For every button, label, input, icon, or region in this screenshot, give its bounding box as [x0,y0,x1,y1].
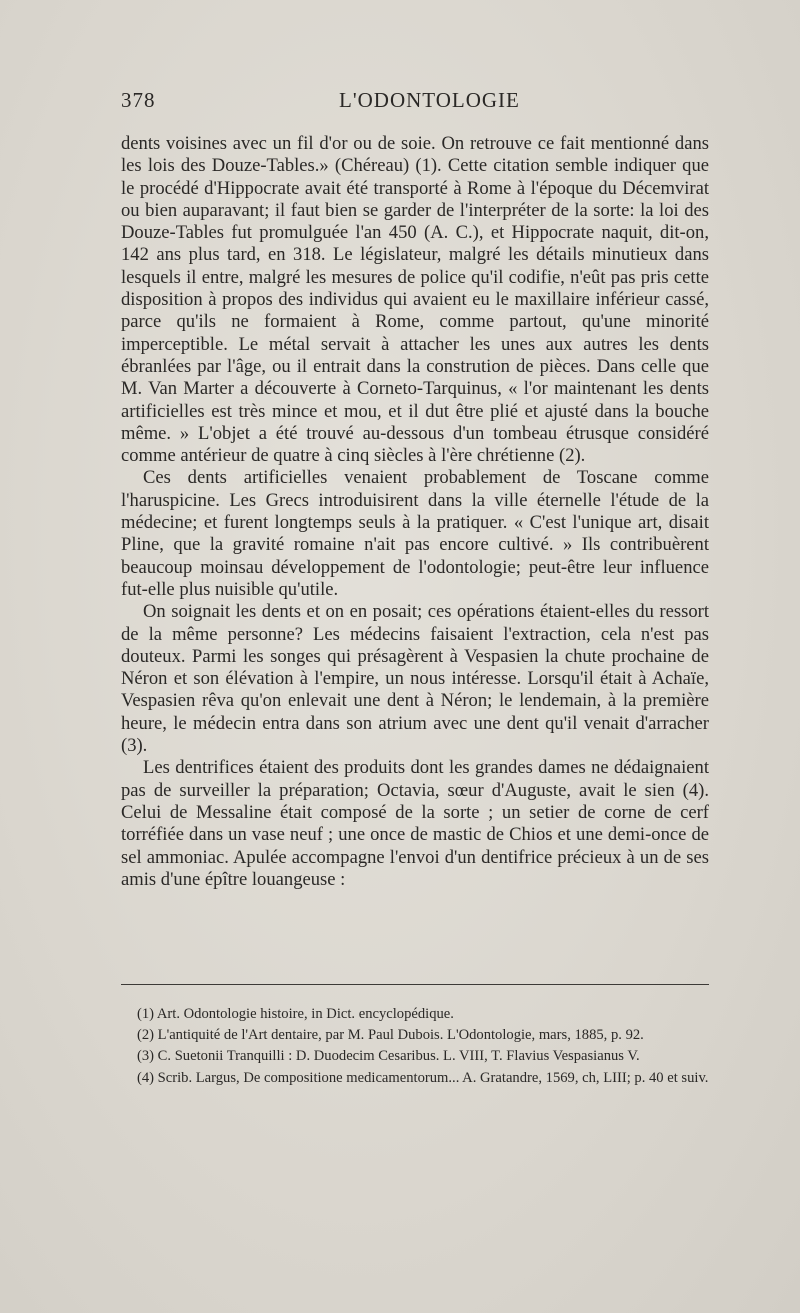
paragraph: dents voisines avec un fil d'or ou de soie. On retrouve ce fait mentionné dans les lois des Douze-Tables.» (Chéreau) (1). Cette citation semble indiquer que le procédé d'Hippocrate avait été transporté à Rome à l'époque du Décemvirat ou bien auparavant; il faut bien se garder de l'interpréter de la sorte: la loi des Douze-Tables fut promulguée l'an 450 (A. C.), et Hippocrate naquit, dit-on, 142 ans plus tard, en 318. Le législateur, malgré les détails minutieux dans lesquels il entre, malgré les mesures de police qu'il codifie, n'eût pas pris cette disposition à propos des individus qui avaient eu le maxillaire inférieur cassé, parce qu'ils ne formaient à Rome, comme partout, qu'une minorité imperceptible. Le métal servait à attacher les unes aux autres les dents ébranlées par l'âge, ou il entrait dans la constrution de pièces. Dans celle que M. Van Marter a découverte à Corneto-Tarquinus, « l'or maintenant les dents artificielles est très mince et mou, et il dut être plié et ajusté dans la bouche même. » L'objet a été trouvé au-dessous d'un tombeau étrusque considéré comme antérieur de quatre à cinq siècles à l'ère chrétienne (2). [121,133,709,467]
footnotes [121,1006,709,1091]
paragraph: Ces dents artificielles venaient probablement de Toscane comme l'haruspicine. Les Grecs introduisirent dans la ville éternelle l'étude de la médecine; et furent longtemps seuls à la pratiquer. « C'est l'unique art, disait Pline, que la gravité romaine n'ait pas encore cultivé. » Ils contribuèrent beaucoup moinsau développement de l'odontologie; peut-être leur influence fut-elle plus nuisible qu'utile. [121,467,709,600]
footnote: (2) L'antiquité de l'Art dentaire, par M. Paul Dubois. L'Odontologie, mars, 1885, p. 92. [137,1027,644,1044]
page-number: 378 [121,88,156,112]
body-text [121,133,709,891]
footnote: (3) C. Suetonii Tranquilli : D. Duodecim Cesaribus. L. VIII, T. Flavius Vespasianus V. [137,1048,640,1065]
paragraph: Les dentrifices étaient des produits dont les grandes dames ne dédaignaient pas de surveiller la préparation; Octavia, sœur d'Auguste, avait le sien (4). Celui de Messaline était composé de la sorte ; un setier de corne de cerf torréfiée dans un vase neuf ; une once de mastic de Chios et une demi-once de sel ammoniac. Apulée accompagne l'envoi d'un dentifrice précieux à un de ses amis d'une épître louangeuse : [121,757,709,890]
footnote: (1) Art. Odontologie histoire, in Dict. encyclopédique. [137,1006,454,1022]
paragraph: On soignait les dents et on en posait; ces opérations étaient-elles du ressort de la même personne? Les médecins faisaient l'extraction, cela n'est pas douteux. Parmi les songes qui présagèrent à Vespasien la chute prochaine de Néron et son élévation à l'empire, un nous intéresse. Lorsqu'il était à Achaïe, Vespasien rêva qu'on enlevait une dent à Néron; le lendemain, à la première heure, le médecin entra dans son atrium avec une dent qu'il venait d'arracher (3). [121,601,709,757]
footnote-divider [121,984,709,985]
page-header [121,88,709,118]
running-head: L'ODONTOLOGIE [339,88,520,112]
footnote: (4) Scrib. Largus, De compositione medicamentorum... A. Gratandre, 1569, ch, LIII; p. 40 et suiv. [137,1069,709,1086]
